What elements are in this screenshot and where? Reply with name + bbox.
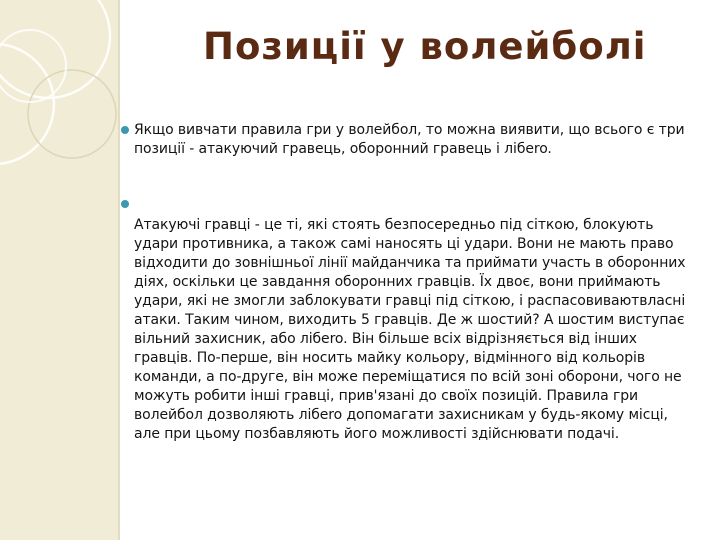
bullet-icon — [121, 200, 129, 208]
decorative-circles — [0, 0, 200, 220]
bullet-text: Атакуючі гравці - це ті, які стоять безпосередньо під сіткою, блокують удари противника, а також самі наносять ці удари. Вони не мають право відходити до зовнішньої лінії майданчика та приймати участь в оборонних діях, оскільки це завдання оборонних гравців. Їх двоє, вони приймають удари, які не змогли заблокувати гравці під сіткою, і распасовиваютвласні атаки. Таким чином, виходить 5 гравців. Де ж шостий? А шостим виступає вільний захисник, або лібero. Він більше всіх відрізняється від інших гравців. По-перше, він носить майку кольору, відмінного від кольорів команди, а по-друге, він може переміщатися по всій зоні оборони, чого не можуть робити інші гравці, прив'язані до своїх позицій. Правила гри волейбол дозволяють лібero допомагати захисникам у будь-якому місці, але при цьому позбавляють його можливості здійснювати подачі. — [134, 217, 686, 442]
bullet-text: Якщо вивчати правила гри у волейбол, то можна виявити, що всього є три позиції - атакуючий гравець, оборонний гравець і лібero. — [134, 122, 685, 157]
bullet-icon — [121, 126, 129, 134]
slide-title: Позиції у волейболі — [203, 25, 647, 68]
